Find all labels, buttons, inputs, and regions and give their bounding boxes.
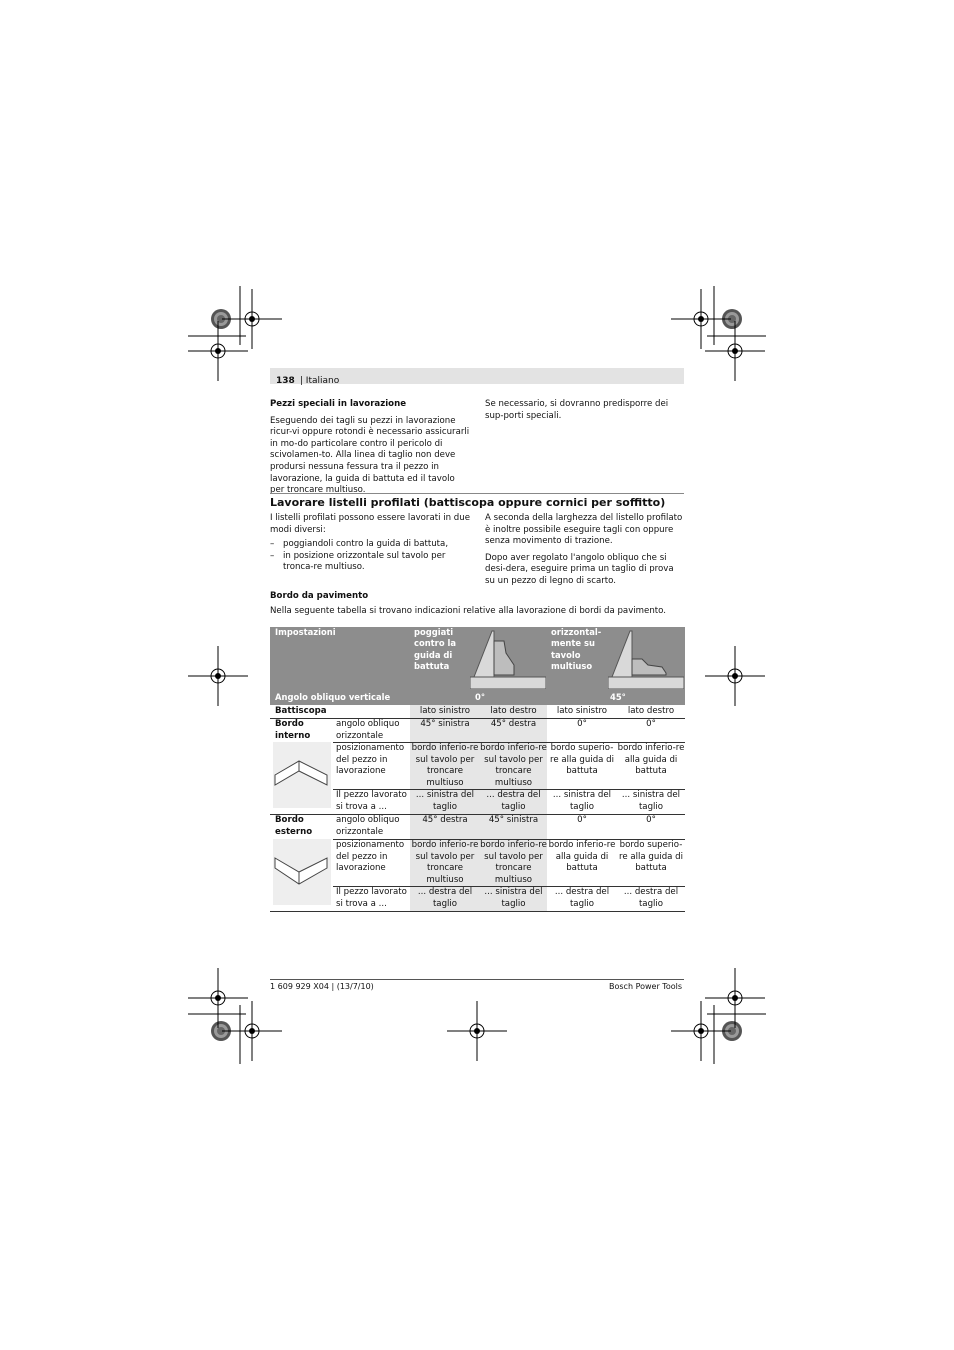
profiles-right-column (485, 513, 685, 593)
profiles-list (270, 539, 470, 574)
outer-corner-icon (273, 852, 331, 892)
special-right-text: Se necessario, si dovranno predisporre dei sup-porti speciali. (485, 399, 669, 421)
page-header (270, 368, 684, 384)
page-number: 138 (276, 376, 295, 386)
angle-45: 45° (610, 692, 626, 702)
list-item: – in posizione orizzontale sul tavolo per tronca-re multiuso. (270, 551, 470, 574)
footer-left: 1 609 929 X04 | (13/7/10) (270, 982, 374, 991)
group-name-outer: Bordo esterno (275, 815, 313, 837)
special-heading: Pezzi speciali in lavorazione (270, 399, 407, 409)
table-cell: 0° (646, 719, 656, 729)
table-cell: bordo superio-re alla guida di battuta (550, 743, 614, 777)
table-cell: bordo inferio-re sul tavolo per troncare multiuso (480, 840, 547, 885)
side-cell: lato sinistro (556, 706, 608, 716)
footer-rule (270, 979, 684, 980)
header-col1: poggiati contro la guida di battuta (414, 627, 457, 672)
section-rule (270, 493, 684, 494)
footer-right: Bosch Power Tools (609, 982, 682, 991)
row-label: posizionamento del pezzo in lavorazione (336, 840, 405, 874)
table-cell: ... destra del taglio (554, 887, 610, 909)
angle-0: 0° (475, 692, 486, 702)
row-label: angolo obliquo orizzontale (336, 719, 400, 741)
special-left-column (270, 399, 470, 502)
group-name-inner: Bordo interno (275, 719, 311, 741)
table-cell: ... sinistra del taglio (621, 790, 681, 812)
table-cell: ... sinistra del taglio (552, 790, 612, 812)
table-cell: 0° (577, 719, 587, 729)
table-cell: ... sinistra del taglio (484, 887, 543, 909)
table-cell: bordo inferio-re sul tavolo per troncare multiuso (480, 743, 547, 788)
profiles-heading: Lavorare listelli profilati (battiscopa oppure cornici per soffitto) (270, 496, 666, 509)
list-item: – poggiandoli contro la guida di battuta, (270, 539, 470, 551)
table-cell: ... destra del taglio (623, 887, 679, 909)
special-left-text: Eseguendo dei tagli su pezzi in lavorazione ricur-vi oppure rotondi è necessario assicurarli in mo-do particolare contro il pericolo di scivolamen-to. Alla linea di taglio non deve prodursi nessuna fessura tra il pezzo in lavorazione, la guida di battuta ed il tavolo per troncare multiuso. (270, 415, 470, 496)
floor-heading: Bordo da pavimento (270, 591, 369, 601)
side-cell: lato sinistro (419, 706, 471, 716)
floor-intro: Nella seguente tabella si trovano indicazioni relative alla lavorazione di bordi da pavimento. (270, 606, 666, 616)
battiscopa-label: Battiscopa (275, 706, 327, 716)
special-right-column (485, 399, 685, 427)
table-cell: 0° (646, 815, 656, 825)
table-cell: ... sinistra del taglio (415, 790, 475, 812)
side-cell: lato destro (490, 706, 537, 716)
table-cell: ... destra del taglio (486, 790, 541, 812)
table-rule (270, 911, 685, 912)
profiles-right-p2: Dopo aver regolato l'angolo obliquo che si desi-dera, eseguire prima un taglio di prova su un pezzo di legno di scarto. (485, 552, 674, 586)
header-vertical-angle: Angolo obliquo verticale (275, 692, 391, 702)
section-language: | Italiano (299, 376, 340, 386)
side-cell: lato destro (627, 706, 675, 716)
profiles-intro: I listelli profilati possono essere lavorati in due modi diversi: (270, 513, 470, 535)
row-label: posizionamento del pezzo in lavorazione (336, 743, 405, 777)
table-cell: 45° destra (422, 815, 468, 825)
saw-table-illustration (608, 629, 684, 689)
table-cell: bordo inferio-re alla guida di battuta (548, 840, 616, 874)
table-cell: bordo inferio-re alla guida di battuta (617, 743, 685, 777)
table-cell: bordo inferio-re sul tavolo per troncare multiuso (411, 743, 479, 788)
table-cell: 45° destra (490, 719, 537, 729)
table-cell: 45° sinistra (420, 719, 470, 729)
row-label: Il pezzo lavorato si trova a ... (336, 790, 407, 812)
row-label: angolo obliquo orizzontale (336, 815, 400, 837)
profiles-left-column (270, 513, 470, 574)
saw-fence-illustration (470, 629, 546, 689)
table-cell: bordo superio-re alla guida di battuta (619, 840, 683, 874)
table-cell: 45° sinistra (488, 815, 539, 825)
header-col2: orizzontal-mente su tavolo multiuso (551, 627, 602, 672)
row-label: Il pezzo lavorato si trova a ... (336, 887, 407, 909)
table-cell: 0° (577, 815, 587, 825)
table-cell: bordo inferio-re sul tavolo per troncare multiuso (411, 840, 479, 885)
table-cell: ... destra del taglio (417, 887, 473, 909)
table-header (270, 627, 685, 705)
header-settings: Impostazioni (275, 627, 336, 637)
inner-corner-icon (273, 757, 331, 793)
profiles-right-p1: A seconda della larghezza del listello profilato è inoltre possibile eseguire tagli con oppure senza movimento di trazione. (485, 513, 683, 547)
